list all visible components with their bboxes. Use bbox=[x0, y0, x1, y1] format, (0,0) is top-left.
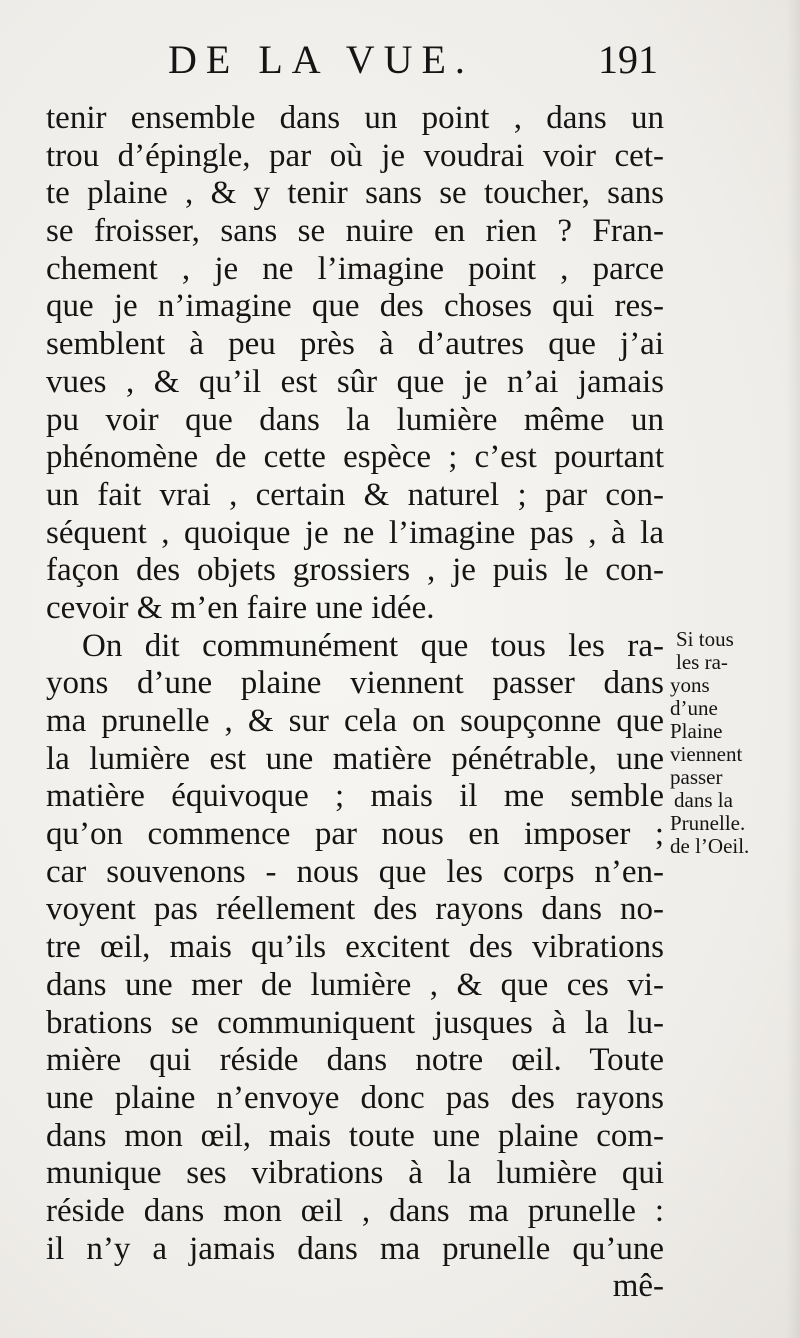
text-line: séquent , quoique je ne l’imagine pas , à la bbox=[46, 514, 664, 551]
text-line: yons d’une plaine viennent passer dans bbox=[46, 665, 664, 702]
text-line: une plaine n’envoye donc pas des rayons bbox=[46, 1079, 664, 1116]
text-line: vues , & qu’il est sûr que je n’ai jamais bbox=[46, 363, 664, 400]
margin-note-line: Prunelle. bbox=[670, 811, 746, 835]
margin-note-line: Plaine bbox=[670, 719, 723, 743]
text-line: mière qui réside dans notre œil. Toute bbox=[46, 1042, 664, 1079]
catchword: mê- bbox=[612, 1268, 664, 1305]
text-line: un fait vrai , certain & naturel ; par con- bbox=[46, 476, 664, 513]
text-line: la lumière est une matière pénétrable, une bbox=[46, 740, 664, 777]
text-line: qu’on commence par nous en imposer ; bbox=[46, 816, 664, 853]
margin-note-line: passer bbox=[670, 765, 723, 789]
margin-note bbox=[670, 628, 796, 858]
text-line: chement , je ne l’imagine point , parce bbox=[46, 250, 664, 287]
page-edge-shadow bbox=[786, 0, 800, 1338]
text-line: se froisser, sans se nuire en rien ? Fran- bbox=[46, 213, 664, 250]
text-line: brations se communiquent jusques à la lu- bbox=[46, 1004, 664, 1041]
text-line: tre œil, mais qu’ils excitent des vibrations bbox=[46, 929, 664, 966]
text-line: cevoir & m’en faire une idée. bbox=[46, 589, 435, 626]
margin-note-line: viennent bbox=[670, 742, 743, 766]
margin-note-line: de l’Oeil. bbox=[670, 834, 750, 858]
text-line: tenir ensemble dans un point , dans un bbox=[46, 100, 664, 136]
text-line: dans une mer de lumière , & que ces vi- bbox=[46, 966, 664, 1003]
paragraph-start-line: On dit communément que tous les ra- bbox=[82, 627, 664, 664]
text-line: ma prunelle , & sur cela on soupçonne que bbox=[46, 703, 664, 739]
text-line: phénomène de cette espèce ; c’est pourtant bbox=[46, 439, 664, 476]
text-line: réside dans mon œil , dans ma prunelle : bbox=[46, 1192, 664, 1229]
text-line: semblent à peu près à d’autres que j’ai bbox=[46, 326, 664, 363]
text-line: pu voir que dans la lumière même un bbox=[46, 401, 664, 438]
text-line: te plaine , & y tenir sans se toucher, sans bbox=[46, 175, 664, 212]
text-line: munique ses vibrations à la lumière qui bbox=[46, 1155, 664, 1192]
page-number: 191 bbox=[598, 37, 658, 82]
text-line: il n’y a jamais dans ma prunelle qu’une bbox=[46, 1230, 664, 1267]
text-line: que je n’imagine que des choses qui res- bbox=[46, 288, 664, 325]
margin-note-line: yons bbox=[670, 673, 710, 697]
running-head: DE LA VUE. bbox=[168, 37, 474, 82]
margin-note-line: Si tous bbox=[676, 627, 734, 651]
text-line: car souvenons - nous que les corps n’en- bbox=[46, 853, 664, 890]
margin-note-line: les ra- bbox=[676, 650, 728, 674]
body-text bbox=[46, 100, 664, 1306]
text-line: voyent pas réellement des rayons dans no- bbox=[46, 891, 664, 928]
text-line: trou d’épingle, par où je voudrai voir cet- bbox=[46, 137, 664, 174]
text-line: matière équivoque ; mais il me semble bbox=[46, 778, 664, 815]
margin-note-line: d’une bbox=[670, 696, 718, 720]
page-header bbox=[0, 36, 800, 96]
text-line: façon des objets grossiers , je puis le con- bbox=[46, 552, 664, 589]
text-line: dans mon œil, mais toute une plaine com- bbox=[46, 1117, 664, 1154]
margin-note-line: dans la bbox=[674, 788, 733, 812]
